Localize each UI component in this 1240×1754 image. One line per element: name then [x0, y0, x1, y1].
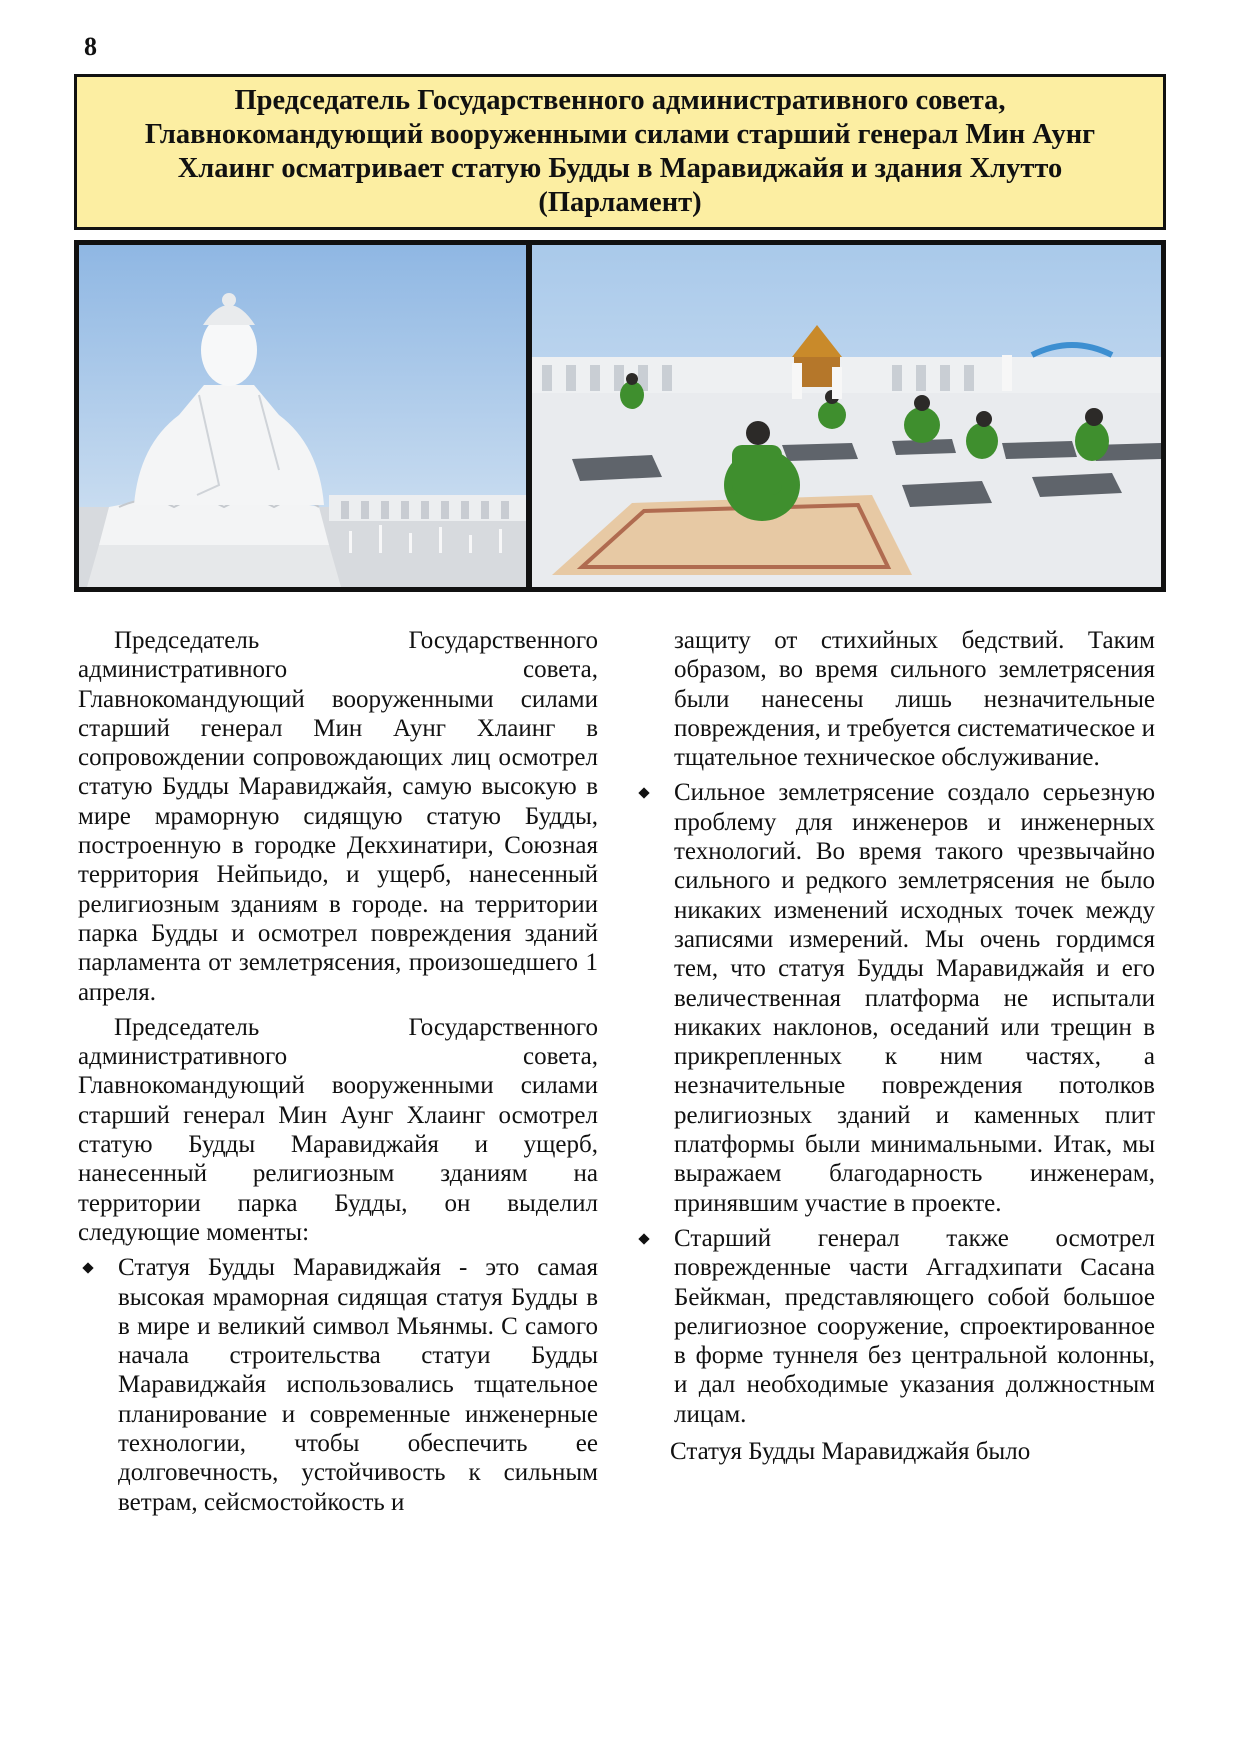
bullet-3-text: Старший генерал также осмотрел поврежденные части Аггадхипати Сасана Бейкман, представляющего собой большое религиозное сооружение, спроектированное в форме туннеля без центральной колонны, и дал необходимые указания должностным лицам. [674, 1224, 1155, 1428]
bullet-item-3 [634, 1224, 1155, 1429]
photo-frame [74, 240, 1166, 592]
bullet-list-right [634, 778, 1155, 1429]
page-number: 8 [84, 32, 97, 61]
diamond-bullet-icon [638, 788, 649, 799]
bullet-item-2 [634, 778, 1155, 1217]
bullet-1-text-part2: защиту от стихийных бедствий. Таким образом, во время сильного землетрясения были нанесены лишь незначительные повреждения, и требуется систематическое и тщательное техническое обслуживание. [674, 627, 1155, 772]
paragraph-1: Председатель Государственного административного совета, Главнокомандующий вооруженными силами старший генерал Мин Аунг Хлаинг в сопровождении сопровождающих лиц осмотрел статую Будды Маравиджайя, самую высокую в мире мраморную сидящую статую Будды, построенную в городке Декхинатири, Союзная территория Нейпьидо, и ущерб, нанесенный религиозным зданиям в городе. на территории парка Будды и осмотрел повреждения зданий парламента от землетрясения, произошедшего 1 апреля. [78, 627, 598, 1006]
left-column [78, 626, 598, 1525]
paragraph-last: Статуя Будды Маравиджайя было [670, 1438, 1031, 1466]
officials-praying-icon [532, 245, 1161, 587]
officials-praying-photo [532, 245, 1161, 587]
bullet-list-left [78, 1253, 598, 1517]
diamond-bullet-icon [82, 1263, 93, 1274]
right-column [634, 626, 1155, 1472]
paragraph-2: Председатель Государственного административного совета, Главнокомандующий вооруженными силами старший генерал Мин Аунг Хлаинг осмотрел статую Будды Маравиджайя и ущерб, нанесенный религиозным зданиям на территории парка Будды, он выделил следующие моменты: [78, 1013, 598, 1246]
bullet-item-1 [78, 1253, 598, 1517]
bullet-2-text: Сильное землетрясение создало серьезную проблему для инженеров и инженерных технологий. Во время такого чрезвычайно сильного и редкого землетрясения не было никаких изменений исходных точек между записями измерений. Мы очень гордимся тем, что статуя Будды Маравиджайя и его величественная платформа не испытали никаких наклонов, оседаний или трещин в прикрепленных к ним частях, а незначительные повреждения потолков религиозных зданий и каменных плит платформы были минимальными. Итак, мы выражаем благодарность инженерам, принявшим участие в проекте. [674, 779, 1155, 1217]
buddha-statue-photo [79, 245, 526, 587]
bullet-1-text-part1: Статуя Будды Маравиджайя - это самая высокая мраморная сидящая статуя Будды в в мире и великий символ Мьянмы. С самого начала строительства статуи Будды Маравиджайя использовались тщательное планирование и современные инженерные технологии, чтобы обеспечить ее долговечность, устойчивость к сильным ветрам, сейсмостойкость и [118, 1254, 598, 1516]
headline: Председатель Государственного административного совета, Главнокомандующий вооруженными силами старший генерал Мин Аунг Хлаинг осматривает статую Будды в Маравиджайя и здания Хлутто (Парламент) [144, 85, 1096, 218]
buddha-statue-icon [79, 245, 526, 587]
headline-box [74, 74, 1166, 230]
diamond-bullet-icon [638, 1233, 649, 1244]
